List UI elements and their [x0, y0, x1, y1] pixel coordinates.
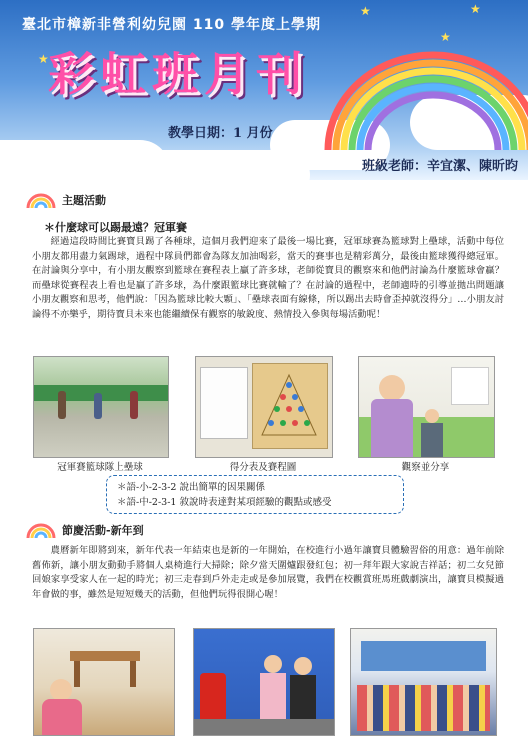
activity-paragraph: 經過這段時間比賽寶貝踢了各種球，這個月我們迎來了最後一場比賽，冠軍球賽為籃球對上壘球，活動中每位小朋友都用盡力氣踢球，過程中隊員們都會為隊友加油喝彩，當天的賽事也是精彩萬分，最後由籃球獲得總冠軍。在討論與分享中，有小朋友觀察到籃球在賽程表上贏了許多球，老師從寶貝的觀察來和他們討論為什麼籃球會贏？而壘球從賽程表上看也是贏了許多球，為什麼跟籃球比賽就輸了？在討論的過程中，老師適時的引導並拋出問題讓小朋友觀察和思考，他們說：「因為籃球比較大顆」、「壘球表面有線條，所以踢出去時會歪掉就沒得分」…小朋友討論得不亦樂乎，期待寶貝未來也能繼續保有觀察的敏銳度、熱情投入參與每場活動呢！ [32, 236, 504, 320]
learning-goals-box [106, 475, 404, 514]
star-icon: ★ [470, 2, 481, 16]
star-icon: ★ [38, 52, 49, 66]
star-icon: ★ [440, 30, 451, 44]
rainbow-illustration [318, 40, 528, 150]
photo-observe-share [358, 356, 495, 458]
photo-caption: 得分表及賽程圖 [229, 462, 297, 473]
section-heading-theme [26, 192, 106, 208]
photo-score-chart [195, 356, 333, 458]
section-heading-label: 主題活動 [62, 194, 106, 207]
newsletter-title: 彩虹班月刊 [48, 47, 308, 101]
photo-caption: 觀察並分享 [401, 462, 450, 473]
activity-subheading: ＊什麼球可以踢最遠？冠軍賽 [44, 221, 187, 234]
star-icon: ★ [360, 4, 371, 18]
photo-kickball-game [33, 356, 169, 458]
photo-new-year-kids [193, 628, 335, 736]
section-heading-festival [26, 522, 144, 538]
photo-group-audience [350, 628, 497, 736]
class-teachers: 班級老師：辛宜潔、陳昕昀 [361, 159, 518, 174]
festival-paragraph: 農曆新年即將到來，新年代表一年結束也是新的一年開始，在校進行小過年讓寶貝體驗習俗的用意：過年前除舊佈新，讓小朋友動動手將個人桌椅進行大掃除；除夕當天圍爐跟發紅包；初一拜年跟大家說吉祥話；初二女兒節回娘家享受家人在一起的時光；初三走春到戶外走走或是參加展覽，我們在校觀賞班馬班戲劇演出，讓寶貝模擬過年會做的事，雖然是短短幾天的活動，但他們玩得很開心喔！ [32, 545, 504, 600]
school-name: 臺北市樟新非營利幼兒園 110 學年度上學期 [22, 17, 321, 33]
rainbow-icon [26, 522, 56, 538]
teaching-date: 教學日期：1 月份 [168, 126, 273, 141]
learning-goal: ＊語-中-2-3-1 敘說時表達對某項經驗的觀點或感受 [117, 497, 332, 508]
newsletter-header [0, 0, 528, 180]
learning-goal: ＊語-小-2-3-2 說出簡單的因果關係 [117, 482, 265, 493]
section-heading-label: 節慶活動-新年到 [62, 524, 144, 537]
photo-caption: 冠軍賽籃球隊上壘球 [57, 462, 143, 473]
photo-classroom-cleaning [33, 628, 175, 736]
rainbow-icon [26, 192, 56, 208]
